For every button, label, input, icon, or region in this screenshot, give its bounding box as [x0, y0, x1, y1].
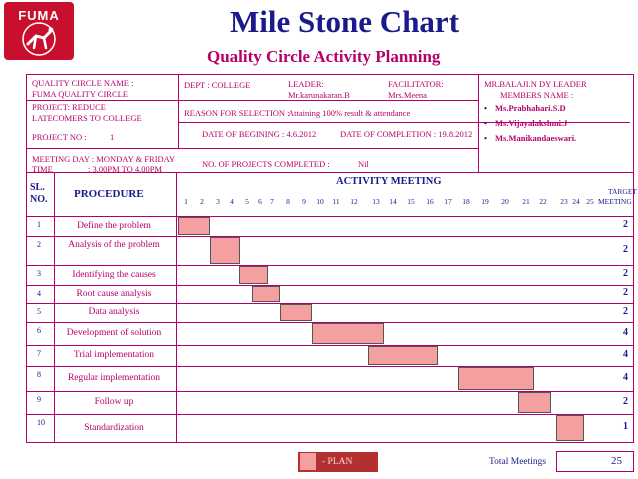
- procedure-name: Analysis of the problem: [68, 239, 160, 250]
- meeting-number: 1: [184, 197, 188, 206]
- plan-bar: [312, 323, 384, 344]
- leader-label: LEADER:: [288, 79, 324, 89]
- procedure-name: Standardization: [84, 422, 144, 433]
- meeting-number: 2: [200, 197, 204, 206]
- procedure-name: Development of solution: [66, 328, 162, 338]
- sl-number: 1: [37, 220, 41, 229]
- sl-number: 2: [37, 240, 41, 249]
- meeting-number: 20: [501, 197, 509, 206]
- meeting-number: 24: [572, 197, 580, 206]
- row-divider: [26, 303, 634, 304]
- procedure-name: Trial implementation: [73, 350, 155, 360]
- target-meetings: 2: [623, 395, 628, 407]
- sl-number: 8: [37, 370, 41, 379]
- meeting-number: 9: [302, 197, 306, 206]
- begin-date: DATE OF BEGINING : 4.6.2012: [202, 129, 317, 139]
- plan-bar: [458, 367, 534, 390]
- meeting-number: 17: [444, 197, 452, 206]
- sl-header-2: NO.: [30, 194, 48, 205]
- meeting-number: 18: [462, 197, 470, 206]
- sl-header-1: SL.: [30, 182, 45, 193]
- members-line1: MR.BALAJI.N DY LEADER: [484, 79, 587, 89]
- target-meetings: 2: [623, 287, 628, 298]
- page-title: Mile Stone Chart: [230, 4, 460, 39]
- procedure-header: PROCEDURE: [74, 188, 144, 200]
- projects-completed-label: NO. OF PROJECTS COMPLETED :: [202, 159, 330, 169]
- meeting-number: 14: [389, 197, 397, 206]
- activity-header: ACTIVITY MEETING: [336, 176, 442, 187]
- total-meetings-label: Total Meetings: [489, 457, 547, 467]
- qc-name-value: FUMA QUALITY CIRCLE: [32, 89, 129, 99]
- target-meetings: 2: [623, 268, 628, 279]
- meeting-number: 16: [426, 197, 434, 206]
- plan-bar: [239, 266, 268, 284]
- meeting-number: 22: [539, 197, 547, 206]
- plan-bar: [252, 286, 280, 302]
- sl-number: 7: [37, 349, 41, 358]
- project-label: PROJECT: REDUCE: [32, 102, 106, 112]
- row-divider: [26, 414, 634, 415]
- procedure-name: Regular implementation: [67, 373, 161, 383]
- meeting-number: 3: [216, 197, 220, 206]
- facilitator-label: FACILITATOR:: [388, 79, 444, 89]
- plan-bar: [518, 392, 551, 413]
- divider: [26, 74, 634, 75]
- meeting-number: 15: [407, 197, 415, 206]
- total-meetings-box: [556, 451, 634, 472]
- meeting-time-value: : 3.00PM TO 4.00PM: [88, 164, 163, 174]
- project-no-label: PROJECT NO :: [32, 132, 87, 142]
- procedure-name: Identifying the causes: [72, 269, 156, 280]
- legend-label: - PLAN: [322, 457, 353, 467]
- row-divider: [26, 285, 634, 286]
- meeting-number: 23: [560, 197, 568, 206]
- target-header-1: TARGET: [608, 187, 637, 196]
- target-header-2: MEETING: [598, 197, 632, 206]
- row-divider: [26, 265, 634, 266]
- meeting-number: 10: [316, 197, 324, 206]
- sl-number: 10: [37, 418, 45, 427]
- fuma-logo: [4, 2, 74, 60]
- target-meetings: 2: [623, 219, 628, 230]
- meeting-number: 6: [258, 197, 262, 206]
- runner-logo-icon: [14, 22, 64, 56]
- sl-number: 6: [37, 326, 41, 335]
- meeting-time-label: TIME: [32, 164, 53, 174]
- member-2: • Ms.Vijayalakshmi.J: [484, 118, 567, 128]
- procedure-name: Follow up: [94, 397, 134, 407]
- row-divider: [26, 366, 634, 367]
- plan-bar: [280, 304, 312, 321]
- plan-bar: [178, 217, 210, 235]
- meeting-number: 4: [230, 197, 234, 206]
- meeting-number: 11: [332, 197, 340, 206]
- plan-bar: [556, 415, 584, 441]
- row-divider: [26, 442, 634, 443]
- target-meetings: 1: [623, 421, 628, 432]
- plan-bar: [368, 346, 438, 365]
- row-divider: [26, 216, 634, 217]
- reason-label: REASON FOR SELECTION :: [184, 108, 290, 118]
- facilitator-name: Mrs.Meena: [388, 90, 427, 100]
- project-no-value: 1: [110, 132, 115, 142]
- qc-name-label: QUALITY CIRCLE NAME :: [32, 78, 134, 88]
- divider: [478, 74, 479, 172]
- meeting-number: 25: [586, 197, 594, 206]
- meeting-number: 12: [350, 197, 358, 206]
- meeting-number: 7: [270, 197, 274, 206]
- meeting-number: 8: [286, 197, 290, 206]
- procedure-name: Define the problem: [77, 220, 151, 231]
- target-meetings: 2: [623, 243, 628, 255]
- sl-number: 3: [37, 269, 41, 278]
- member-3: • Ms.Manikandaeswari.: [484, 133, 576, 143]
- target-meetings: 4: [623, 348, 628, 360]
- members-line2: MEMBERS NAME :: [500, 90, 574, 100]
- dept: DEPT : COLLEGE: [184, 80, 251, 90]
- total-meetings-value: 25: [611, 455, 622, 467]
- procedure-name: Root cause analysis: [76, 288, 152, 299]
- leader-name: Mr.karunakaran.B: [288, 90, 350, 100]
- row-divider: [26, 345, 634, 346]
- divider: [178, 74, 179, 148]
- logo-text: FUMA: [18, 8, 60, 23]
- row-divider: [26, 236, 634, 237]
- divider: [633, 74, 634, 442]
- meeting-number: 5: [245, 197, 249, 206]
- divider: [26, 74, 27, 442]
- target-meetings: 4: [623, 326, 628, 338]
- meeting-number: 21: [522, 197, 530, 206]
- sl-number: 4: [37, 289, 41, 298]
- sl-number: 5: [37, 307, 41, 316]
- meeting-number: 13: [372, 197, 380, 206]
- sl-number: 9: [37, 395, 41, 404]
- project-value: LATECOMERS TO COLLEGE: [32, 113, 142, 123]
- projects-completed-value: Nil: [358, 159, 369, 169]
- completion-date: DATE OF COMPLETION : 19.8.2012: [340, 129, 473, 139]
- target-meetings: 4: [623, 371, 628, 383]
- divider: [26, 148, 478, 149]
- target-meetings: 2: [623, 305, 628, 317]
- plan-swatch: [300, 453, 316, 470]
- page-subtitle: Quality Circle Activity Planning: [207, 47, 441, 66]
- member-1: • Ms.Prabhahari.S.D: [484, 103, 566, 113]
- meeting-number: 19: [481, 197, 489, 206]
- plan-bar: [210, 237, 240, 264]
- reason-value: Attaining 100% result & attendance: [288, 108, 411, 118]
- divider: [176, 172, 177, 442]
- procedure-name: Data analysis: [88, 307, 140, 317]
- meeting-day: MEETING DAY : MONDAY & FRIDAY: [32, 154, 176, 164]
